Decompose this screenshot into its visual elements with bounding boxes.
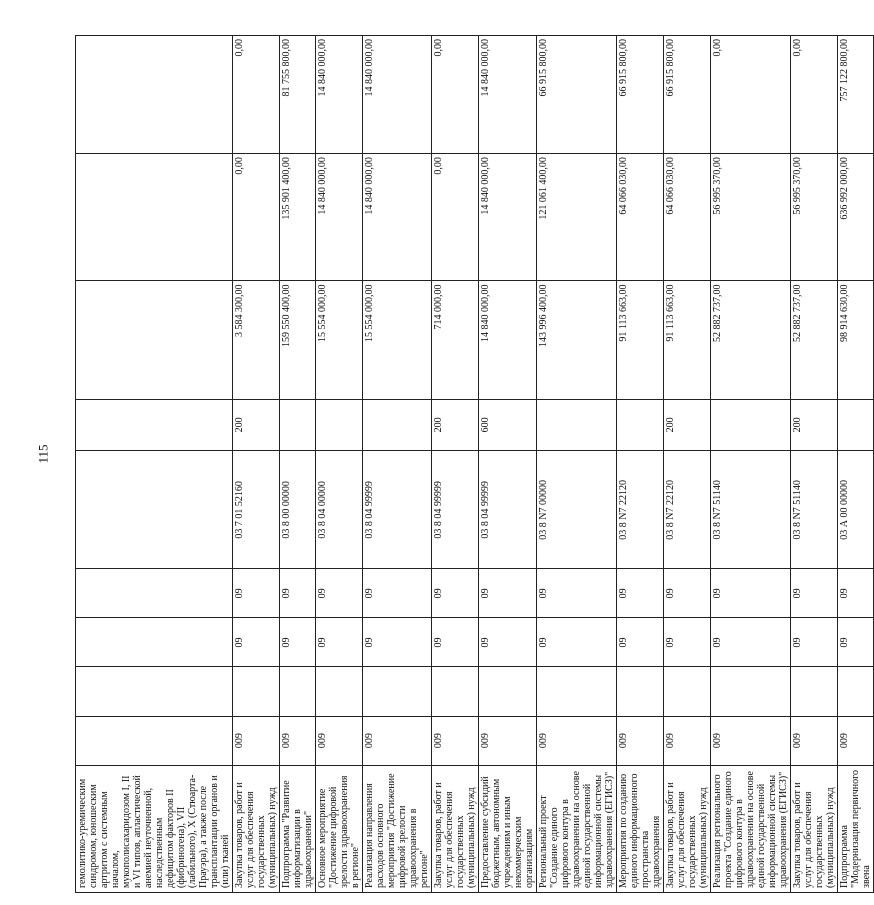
row-name: Закупка товаров, работ и услуг для обеспечения государственных (муниципальных) нужд bbox=[791, 765, 838, 892]
amount-year-3: 0,00 bbox=[711, 36, 791, 154]
expense-type-code bbox=[280, 399, 316, 451]
amount-year-1: 14 840 000,00 bbox=[479, 281, 537, 399]
table-row bbox=[479, 36, 537, 893]
section-code: 09 bbox=[432, 618, 479, 667]
ved-code: 009 bbox=[838, 716, 874, 765]
amount-year-2: 56 995 370,00 bbox=[711, 154, 791, 281]
subsection-code: 09 bbox=[479, 569, 537, 618]
expense-type-code bbox=[76, 399, 233, 451]
target-article-code: 03 8 04 99999 bbox=[479, 451, 537, 569]
subsection-code: 09 bbox=[280, 569, 316, 618]
budget-table-body bbox=[76, 36, 874, 893]
amount-year-3: 0,00 bbox=[233, 36, 280, 154]
table-row bbox=[233, 36, 280, 893]
ved-code: 009 bbox=[479, 716, 537, 765]
subsection-code: 09 bbox=[791, 569, 838, 618]
rotated-page bbox=[75, 35, 872, 893]
target-article-code bbox=[76, 451, 233, 569]
target-article-code: 03 8 04 99999 bbox=[363, 451, 432, 569]
row-name: Мероприятия по созданию единого информационного пространства здравоохранения bbox=[617, 765, 664, 892]
amount-year-1: 98 914 630,00 bbox=[838, 281, 874, 399]
amount-year-2: 135 901 400,00 bbox=[280, 154, 316, 281]
empty-cell bbox=[838, 667, 874, 716]
section-code: 09 bbox=[791, 618, 838, 667]
amount-year-1: 91 113 663,00 bbox=[617, 281, 664, 399]
amount-year-1: 15 554 000,00 bbox=[363, 281, 432, 399]
amount-year-3: 14 840 000,00 bbox=[316, 36, 363, 154]
section-code: 09 bbox=[537, 618, 617, 667]
amount-year-3: 0,00 bbox=[432, 36, 479, 154]
amount-year-1: 15 554 000,00 bbox=[316, 281, 363, 399]
amount-year-2: 0,00 bbox=[233, 154, 280, 281]
row-name: Региональный проект "Создание единого цифрового контура в здравоохранении на основе единой государственной информационной системы здравоохранения (ЕГИСЗ)" bbox=[537, 765, 617, 892]
section-code: 09 bbox=[280, 618, 316, 667]
row-name: Реализация направления расходов основного мероприятия "Достижение цифровой зрелости здравоохранения в регионе" bbox=[363, 765, 432, 892]
subsection-code: 09 bbox=[664, 569, 711, 618]
row-name: Предоставление субсидий бюджетным, автономным учреждениям и иным некоммерческим организациям bbox=[479, 765, 537, 892]
table-row bbox=[791, 36, 838, 893]
amount-year-3: 66 915 800,00 bbox=[537, 36, 617, 154]
amount-year-3: 66 915 800,00 bbox=[664, 36, 711, 154]
table-row bbox=[537, 36, 617, 893]
subsection-code bbox=[76, 569, 233, 618]
page-number: 115 bbox=[35, 444, 51, 464]
amount-year-2: 636 992 000,00 bbox=[838, 154, 874, 281]
section-code: 09 bbox=[838, 618, 874, 667]
section-code: 09 bbox=[479, 618, 537, 667]
empty-cell bbox=[363, 667, 432, 716]
target-article-code: 03 8 N7 22120 bbox=[664, 451, 711, 569]
target-article-code: 03 8 N7 51140 bbox=[791, 451, 838, 569]
expense-type-code bbox=[617, 399, 664, 451]
empty-cell bbox=[316, 667, 363, 716]
amount-year-2: 14 840 000,00 bbox=[316, 154, 363, 281]
ved-code: 009 bbox=[537, 716, 617, 765]
row-name: Закупка товаров, работ и услуг для обеспечения государственных (муниципальных) нужд bbox=[664, 765, 711, 892]
empty-cell bbox=[711, 667, 791, 716]
subsection-code: 09 bbox=[617, 569, 664, 618]
amount-year-1: 52 882 737,00 bbox=[791, 281, 838, 399]
empty-cell bbox=[537, 667, 617, 716]
table-row bbox=[316, 36, 363, 893]
target-article-code: 03 8 04 99999 bbox=[432, 451, 479, 569]
amount-year-1: 714 000,00 bbox=[432, 281, 479, 399]
subsection-code: 09 bbox=[432, 569, 479, 618]
empty-cell bbox=[280, 667, 316, 716]
table-row bbox=[280, 36, 316, 893]
table-row bbox=[838, 36, 874, 893]
amount-year-1: 91 113 663,00 bbox=[664, 281, 711, 399]
ved-code: 009 bbox=[617, 716, 664, 765]
row-name: Закупка товаров, работ и услуг для обеспечения государственных (муниципальных) нужд bbox=[233, 765, 280, 892]
amount-year-3: 81 755 800,00 bbox=[280, 36, 316, 154]
table-row bbox=[617, 36, 664, 893]
ved-code: 009 bbox=[280, 716, 316, 765]
ved-code: 009 bbox=[432, 716, 479, 765]
section-code: 09 bbox=[711, 618, 791, 667]
ved-code: 009 bbox=[233, 716, 280, 765]
empty-cell bbox=[432, 667, 479, 716]
expense-type-code bbox=[363, 399, 432, 451]
amount-year-3: 0,00 bbox=[791, 36, 838, 154]
section-code: 09 bbox=[233, 618, 280, 667]
subsection-code: 09 bbox=[537, 569, 617, 618]
row-name: гемолитико-уремическим синдромом, юношеским артритом с системным началом, мукополисахаридозом I, II и VI типов, апластической анемией неуточненной, наследственным дефицитом факторов II (фибриногена), VII (лабильного), X (Стюарта-Прауэра), а также после трансплантации органов и (или) тканей bbox=[76, 765, 233, 892]
row-name: Подпрограмма "Развитие информатизации в здравоохранении" bbox=[280, 765, 316, 892]
table-row bbox=[432, 36, 479, 893]
expense-type-code bbox=[711, 399, 791, 451]
table-row bbox=[664, 36, 711, 893]
amount-year-2: 121 061 400,00 bbox=[537, 154, 617, 281]
subsection-code: 09 bbox=[316, 569, 363, 618]
amount-year-2: 56 995 370,00 bbox=[791, 154, 838, 281]
section-code: 09 bbox=[363, 618, 432, 667]
row-name: Подпрограмма "Модернизация первичного звена bbox=[838, 765, 874, 892]
ved-code: 009 bbox=[363, 716, 432, 765]
section-code: 09 bbox=[664, 618, 711, 667]
row-name: Закупка товаров, работ и услуг для обеспечения государственных (муниципальных) нужд bbox=[432, 765, 479, 892]
table-row bbox=[711, 36, 791, 893]
table-row bbox=[76, 36, 233, 893]
expense-type-code bbox=[537, 399, 617, 451]
subsection-code: 09 bbox=[838, 569, 874, 618]
amount-year-1: 159 550 400,00 bbox=[280, 281, 316, 399]
subsection-code: 09 bbox=[233, 569, 280, 618]
ved-code: 009 bbox=[711, 716, 791, 765]
table-row bbox=[363, 36, 432, 893]
expense-type-code bbox=[838, 399, 874, 451]
empty-cell bbox=[617, 667, 664, 716]
section-code: 09 bbox=[316, 618, 363, 667]
target-article-code: 03 8 N7 51140 bbox=[711, 451, 791, 569]
amount-year-2 bbox=[76, 154, 233, 281]
expense-type-code: 600 bbox=[479, 399, 537, 451]
amount-year-3 bbox=[76, 36, 233, 154]
amount-year-3: 757 122 800,00 bbox=[838, 36, 874, 154]
amount-year-2: 14 840 000,00 bbox=[479, 154, 537, 281]
amount-year-1 bbox=[76, 281, 233, 399]
target-article-code: 03 8 N7 22120 bbox=[617, 451, 664, 569]
expense-type-code bbox=[316, 399, 363, 451]
amount-year-2: 64 066 030,00 bbox=[617, 154, 664, 281]
amount-year-3: 66 915 800,00 bbox=[617, 36, 664, 154]
ved-code: 009 bbox=[316, 716, 363, 765]
subsection-code: 09 bbox=[363, 569, 432, 618]
amount-year-3: 14 840 000,00 bbox=[479, 36, 537, 154]
amount-year-2: 64 066 030,00 bbox=[664, 154, 711, 281]
ved-code: 009 bbox=[791, 716, 838, 765]
amount-year-2: 14 840 000,00 bbox=[363, 154, 432, 281]
expense-type-code: 200 bbox=[664, 399, 711, 451]
expense-type-code: 200 bbox=[791, 399, 838, 451]
budget-table bbox=[75, 35, 874, 893]
expense-type-code: 200 bbox=[233, 399, 280, 451]
empty-cell bbox=[791, 667, 838, 716]
empty-cell bbox=[233, 667, 280, 716]
section-code: 09 bbox=[617, 618, 664, 667]
amount-year-1: 143 996 400,00 bbox=[537, 281, 617, 399]
amount-year-1: 3 584 300,00 bbox=[233, 281, 280, 399]
amount-year-1: 52 882 737,00 bbox=[711, 281, 791, 399]
target-article-code: 03 А 00 00000 bbox=[838, 451, 874, 569]
row-name: Основное мероприятие "Достижение цифровой зрелости здравоохранения в регионе" bbox=[316, 765, 363, 892]
empty-cell bbox=[76, 667, 233, 716]
amount-year-2: 0,00 bbox=[432, 154, 479, 281]
target-article-code: 03 8 04 00000 bbox=[316, 451, 363, 569]
expense-type-code: 200 bbox=[432, 399, 479, 451]
amount-year-3: 14 840 000,00 bbox=[363, 36, 432, 154]
row-name: Реализация регионального проекта "Создание единого цифрового контура в здравоохранении на основе единой государственной информационной системы здравоохранения (ЕГИСЗ)" bbox=[711, 765, 791, 892]
empty-cell bbox=[479, 667, 537, 716]
section-code bbox=[76, 618, 233, 667]
ved-code: 009 bbox=[664, 716, 711, 765]
target-article-code: 03 8 00 00000 bbox=[280, 451, 316, 569]
target-article-code: 03 8 N7 00000 bbox=[537, 451, 617, 569]
subsection-code: 09 bbox=[711, 569, 791, 618]
empty-cell bbox=[664, 667, 711, 716]
target-article-code: 03 7 01 52160 bbox=[233, 451, 280, 569]
ved-code bbox=[76, 716, 233, 765]
